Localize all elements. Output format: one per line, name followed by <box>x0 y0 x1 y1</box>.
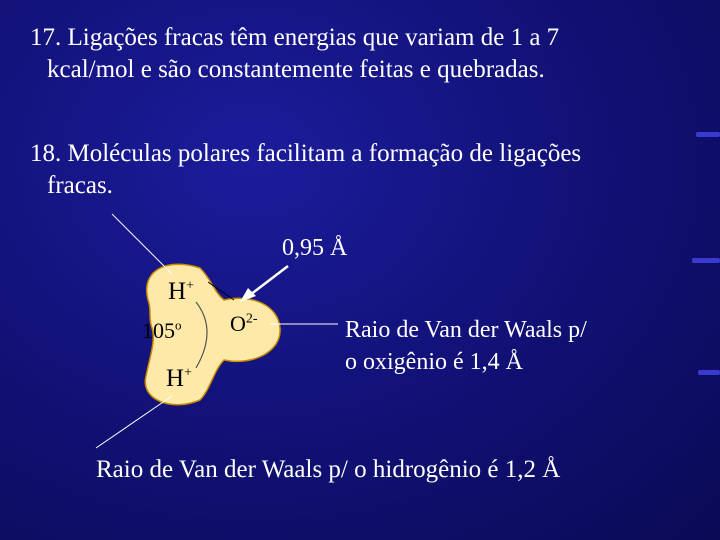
hydrogen-top-symbol: H <box>168 278 187 305</box>
bond-angle-value: 105 <box>142 318 175 343</box>
oxygen-charge: 2- <box>245 311 258 327</box>
pointer-line-upper <box>112 214 172 274</box>
hydrogen-top-charge: + <box>186 278 194 294</box>
oxygen-symbol: O <box>230 311 246 336</box>
bullet-17-line2: kcal/mol e são constantemente feitas e quebradas. <box>47 56 545 83</box>
hydrogen-top-label <box>168 278 194 306</box>
pointer-line-lower <box>96 396 172 448</box>
oxygen-radius-line2: o oxigênio é 1,4 Å <box>345 349 523 375</box>
bullet-17-line1: 17. Ligações fracas têm energias que variam de 1 a 7 <box>30 24 560 51</box>
bond-angle-unit: o <box>175 317 182 333</box>
bullet-18-line1: 18. Moléculas polares facilitam a formação de ligações <box>30 140 582 167</box>
oxygen-radius-line1: Raio de Van der Waals p/ <box>345 317 587 343</box>
hydrogen-bottom-label <box>166 365 192 393</box>
hydrogen-bottom-charge: + <box>184 365 192 381</box>
oxygen-label <box>230 310 258 338</box>
bullet-18-line2: fracas. <box>47 172 113 199</box>
bond-length-label: 0,95 Å <box>282 235 348 261</box>
oxygen-radius-note <box>345 314 587 378</box>
hydrogen-radius-note: Raio de Van der Waals p/ o hidrogênio é 1,2 Å <box>96 456 561 483</box>
hydrogen-bottom-symbol: H <box>166 365 185 392</box>
bond-angle-label <box>142 317 182 345</box>
